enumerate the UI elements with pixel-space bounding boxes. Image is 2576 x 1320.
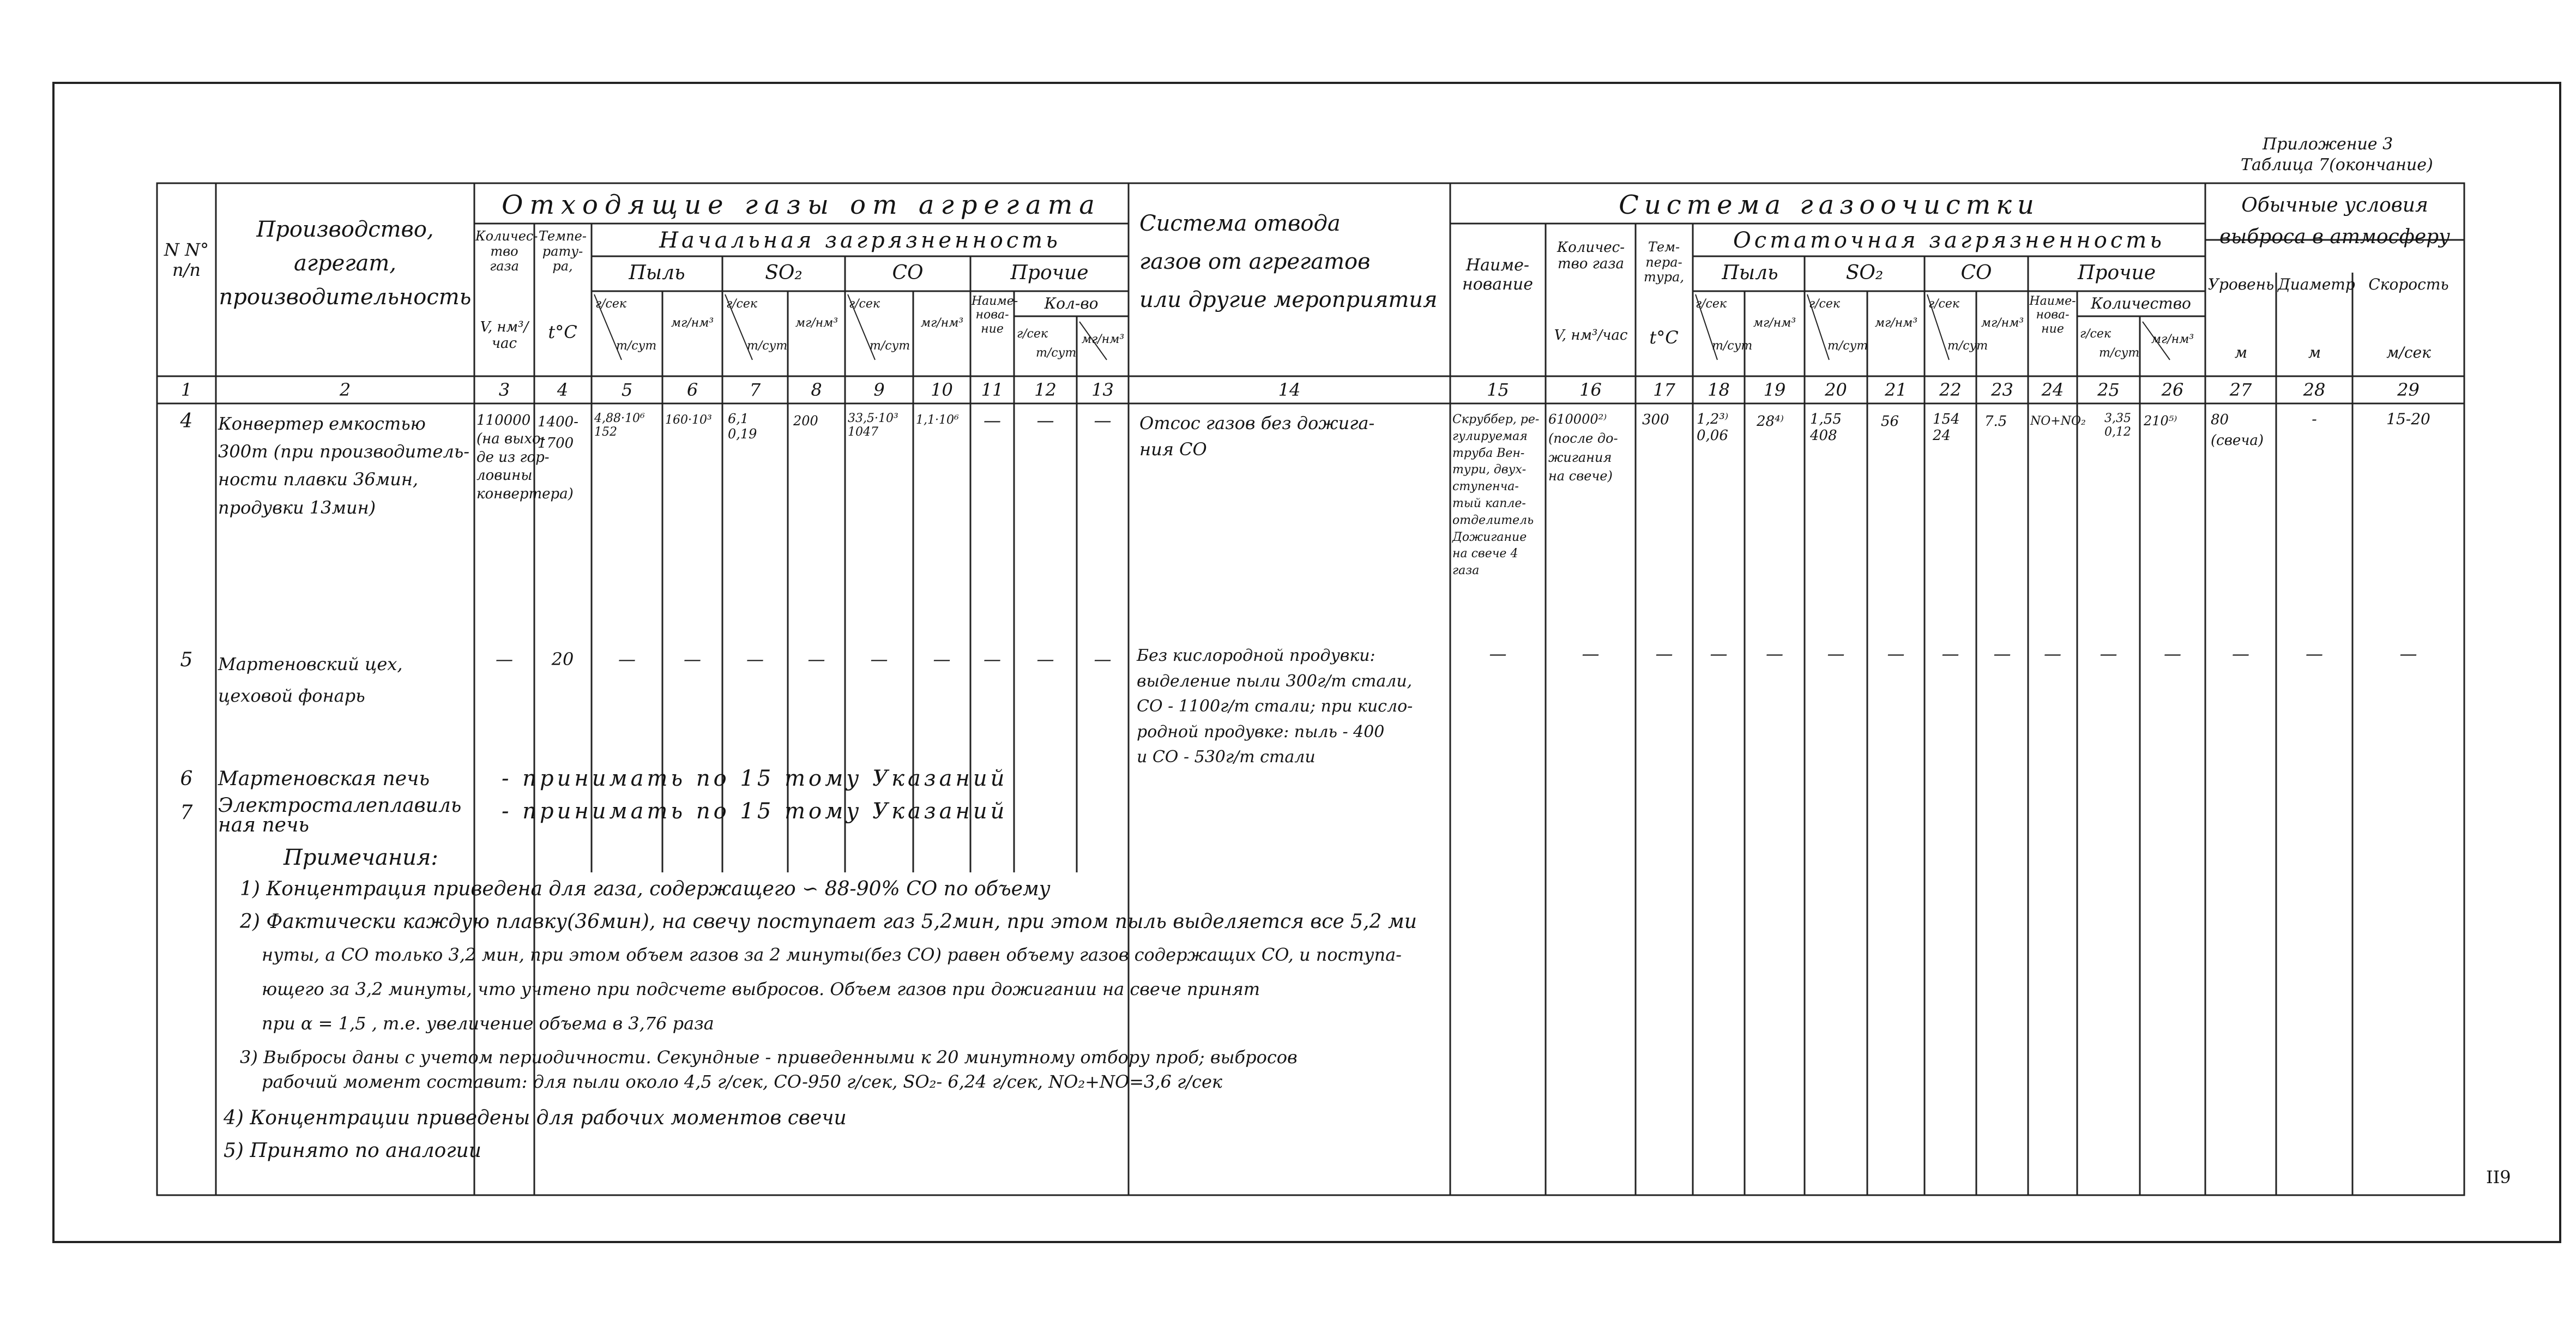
unit-g-sec: г/сек xyxy=(1928,297,1960,311)
col-number: 6 xyxy=(686,379,698,400)
unit-mg-nm3: мг/нм³ xyxy=(2151,333,2194,346)
col-number: 14 xyxy=(1278,379,1301,400)
note-1: 1) Концентрация приведена для газа, содержащего ∽ 88-90% CO по объему xyxy=(240,878,1051,900)
unit-g-sec: г/сек xyxy=(1809,297,1841,311)
header-npp: N N° п/п xyxy=(164,239,209,280)
unit-t-day: т/сут xyxy=(747,339,788,353)
note-5: 5) Принято по аналогии xyxy=(224,1140,481,1162)
row5-gas-qty: — xyxy=(496,649,513,670)
col-number: 28 xyxy=(2303,379,2326,400)
header-gas-qty-unit: V, нм³/час xyxy=(480,319,529,352)
row5-dash: — xyxy=(2399,643,2417,664)
unit-t-day: т/сут xyxy=(1947,339,1988,353)
col-number: 29 xyxy=(2397,379,2420,400)
header-removal-system: Система отвода газов от агрегатов или другие мероприятия xyxy=(1139,211,1438,312)
note-3-line1: 3) Выбросы даны с учетом периодичности. Секундные - приведенными к 20 минутному отбору проб; выбросов xyxy=(240,1047,1298,1068)
unit-mg-nm3: мг/нм³ xyxy=(671,316,714,330)
col-number: 4 xyxy=(557,379,569,400)
header-temp: Темпе- рату- ра, xyxy=(539,228,587,274)
col-number: 7 xyxy=(749,379,761,400)
row4-r-other-g: 3,35 0,12 xyxy=(2104,412,2131,439)
header-so2: SO₂ xyxy=(765,262,803,284)
notes-title: Примечания: xyxy=(283,845,438,870)
row5-dash: — xyxy=(2044,643,2061,664)
row4-co-g: 33,5·10³ 1047 xyxy=(848,412,898,439)
header-r-qty: Количество xyxy=(2091,294,2191,312)
header-residual-pollution: Остаточная загрязненность xyxy=(1733,228,2165,253)
unit-g-sec: г/сек xyxy=(595,297,627,311)
col-number: 11 xyxy=(981,379,1004,400)
row5-dash: — xyxy=(2232,643,2249,664)
header-production: Производство, агрегат, производительность xyxy=(219,217,472,310)
row5-dash: — xyxy=(2100,643,2117,664)
col-number: 18 xyxy=(1708,379,1730,400)
col-number: 15 xyxy=(1487,379,1509,400)
row4-r-co-mg: 7.5 xyxy=(1984,413,2007,430)
unit-mg-nm3: мг/нм³ xyxy=(1981,316,2024,330)
header-other-name: Наиме- нова- ние xyxy=(972,294,1018,336)
row4-diameter: - xyxy=(2312,410,2317,428)
header-other: Прочие xyxy=(1010,262,1089,284)
row4-r-dust-g: 1,2³⁾ 0,06 xyxy=(1697,411,1729,444)
col-number: 24 xyxy=(2041,379,2064,400)
col-number: 26 xyxy=(2161,379,2184,400)
unit-mg-nm3: мг/нм³ xyxy=(1753,316,1796,330)
row7-text: - принимать по 15 тому Указаний xyxy=(502,799,1008,824)
page-number: II9 xyxy=(2486,1167,2511,1188)
row4-removal: Отсос газов без дожига- ния CO xyxy=(1139,413,1375,460)
header-height: Уровень xyxy=(2207,275,2275,293)
unit-mg-nm3: мг/нм³ xyxy=(1081,333,1125,346)
row5-dash: — xyxy=(2164,643,2181,664)
row4-r-other-name: NO+NO₂ xyxy=(2030,414,2086,428)
header-gas-qty: Количес- тво газа xyxy=(475,228,538,274)
row5-dash: — xyxy=(1655,643,1673,664)
row4-height: 80 (свеча) xyxy=(2211,412,2264,449)
note-2-line4: при α = 1,5 , т.е. увеличение объема в 3,76 раза xyxy=(262,1013,714,1034)
unit-mg-nm3: мг/нм³ xyxy=(1874,316,1918,330)
unit-mg-nm3: мг/нм³ xyxy=(920,316,964,330)
row4-clean-temp: 300 xyxy=(1642,412,1669,428)
col-number: 5 xyxy=(621,379,633,400)
unit-g-sec: г/сек xyxy=(849,297,880,311)
row4-r-so2-mg: 56 xyxy=(1881,413,1899,430)
row6-text: - принимать по 15 тому Указаний xyxy=(502,766,1008,791)
header-initial-pollution: Начальная загрязненность xyxy=(659,228,1061,253)
header-co: CO xyxy=(892,262,924,284)
row5-dash: — xyxy=(1887,643,1905,664)
row5-dash: — xyxy=(1489,643,1507,664)
row6-number: 6 xyxy=(180,768,193,790)
header-diameter: Диаметр xyxy=(2278,275,2355,293)
unit-g-sec: г/сек xyxy=(726,297,758,311)
header-gas-qty2-unit: V, нм³/час xyxy=(1554,327,1628,343)
col-number: 20 xyxy=(1825,379,1847,400)
col-number: 8 xyxy=(811,379,822,400)
row4-other-name: — xyxy=(984,410,1001,431)
row4-so2-g: 6,1 0,19 xyxy=(728,411,757,442)
unit-g-sec: г/сек xyxy=(1017,327,1048,341)
row5-removal: Без кислородной продувки: выделение пыли 300г/т стали, CO - 1100г/т стали; при кисло- родной продувке: пыль - 400 и CO - 530г/т стали xyxy=(1137,646,1413,767)
col-number: 3 xyxy=(498,379,510,400)
row6-production: Мартеновская печь xyxy=(218,768,430,790)
row5-dash: — xyxy=(1993,643,2011,664)
header-r-co: CO xyxy=(1960,262,1992,284)
row5-dash: — xyxy=(1582,643,1600,664)
row4-so2-mg: 200 xyxy=(793,413,818,429)
unit-m: м xyxy=(2308,343,2321,361)
row7-number: 7 xyxy=(180,801,193,824)
header-temp-unit: t°C xyxy=(548,322,577,342)
header-r-other-name: Наиме- нова- ние xyxy=(2029,294,2076,336)
row4-velocity: 15-20 xyxy=(2386,410,2430,428)
unit-t-day: т/сут xyxy=(870,339,910,353)
unit-m-sec: м/сек xyxy=(2386,343,2431,361)
row5-dash: — xyxy=(1941,643,1959,664)
row4-other-mg: — xyxy=(1094,410,1112,431)
unit-t-day: т/сут xyxy=(616,339,657,353)
row5-dash: — xyxy=(1827,643,1845,664)
col-number: 25 xyxy=(2097,379,2120,400)
header-velocity: Скорость xyxy=(2368,275,2449,293)
row4-r-other-mg: 210⁵⁾ xyxy=(2144,413,2177,429)
note-3-line2: рабочий момент составит: для пыли около 4,5 г/сек, CO-950 г/сек, SO₂- 6,24 г/сек, NO₂+NO=3,6 г/сек xyxy=(262,1071,1222,1092)
col-number: 12 xyxy=(1034,379,1057,400)
unit-g-sec: г/сек xyxy=(2080,327,2112,341)
row5-dash: — xyxy=(618,649,636,670)
row4-number: 4 xyxy=(180,410,193,432)
table-continuation-label: Таблица 7(окончание) xyxy=(2241,155,2433,174)
row4-co-mg: 1,1·10⁶ xyxy=(916,413,959,427)
header-usual-conditions: Обычные условия выброса в атмосферу xyxy=(2219,194,2451,248)
row5-production: Мартеновский цех, цеховой фонарь xyxy=(218,654,403,706)
row5-number: 5 xyxy=(180,649,193,671)
row5-dash: — xyxy=(2306,643,2323,664)
unit-t-day: т/сут xyxy=(1712,339,1753,353)
header-r-dust: Пыль xyxy=(1722,262,1778,284)
col-number: 19 xyxy=(1763,379,1786,400)
col-number: 17 xyxy=(1653,379,1675,400)
row4-gas-qty: 110000 (на выхо- де из гор- ловины конвертера) xyxy=(476,412,574,503)
row4-r-so2-g: 1,55 408 xyxy=(1810,411,1842,444)
row4-dust-g: 4,88·10⁶ 152 xyxy=(594,412,645,439)
row5-dash: — xyxy=(1710,643,1728,664)
row5-dash: — xyxy=(1094,649,1112,670)
note-2-line3: ющего за 3,2 минуты, что учтено при подсчете выбросов. Объем газов при дожигании на свече принят xyxy=(262,979,1260,999)
header-r-so2: SO₂ xyxy=(1845,262,1884,284)
row4-r-dust-mg: 28⁴⁾ xyxy=(1757,413,1784,430)
unit-g-sec: г/сек xyxy=(1696,297,1727,311)
row5-dash: — xyxy=(1036,649,1054,670)
row4-production: Конвертер емкостью 300т (при производитель- ности плавки 36мин, продувки 13мин) xyxy=(218,413,470,518)
header-name: Наиме- нование xyxy=(1462,256,1533,294)
row5-dash: — xyxy=(984,649,1001,670)
unit-t-day: т/сут xyxy=(2099,346,2140,360)
header-outgoing-gases: Отходящие газы от агрегата xyxy=(502,190,1101,220)
header-other-qty: Кол-во xyxy=(1044,294,1099,312)
col-number: 22 xyxy=(1939,379,1962,400)
col-number: 9 xyxy=(873,379,885,400)
row7-production: Электросталеплавиль ная печь xyxy=(218,794,462,836)
col-number: 1 xyxy=(180,379,192,400)
row4-r-co-g: 154 24 xyxy=(1933,411,1960,444)
row4-clean-name: Скруббер, ре- гулируемая труба Вен- тури, двух- ступенча- тый капле- отделитель Дожигание на свече 4 газа xyxy=(1452,413,1540,578)
header-gas-qty2: Количес- тво газа xyxy=(1557,239,1625,272)
row5-temp: 20 xyxy=(551,649,574,670)
unit-mg-nm3: мг/нм³ xyxy=(795,316,838,330)
unit-t-day: т/сут xyxy=(1827,339,1868,353)
row5-dash: — xyxy=(746,649,764,670)
note-2-line2: нуты, а CO только 3,2 мин, при этом объем газов за 2 минуты(без CO) равен объему газов содержащих CO, и поступа- xyxy=(262,944,1402,965)
row5-dash: — xyxy=(807,649,825,670)
row4-temp: 1400- 1700 xyxy=(538,414,578,451)
row4-other-g: — xyxy=(1036,410,1054,431)
col-number: 21 xyxy=(1885,379,1907,400)
note-4: 4) Концентрации приведены для рабочих моментов свечи xyxy=(224,1107,847,1129)
unit-m: м xyxy=(2234,343,2248,361)
row5-dash: — xyxy=(933,649,951,670)
header-temp2: Тем- пера- тура, xyxy=(1644,239,1684,285)
col-number: 2 xyxy=(339,379,351,400)
col-number: 10 xyxy=(931,379,953,400)
row4-clean-qty: 610000²⁾ (после до- жигания на свече) xyxy=(1548,412,1618,484)
note-2-line1: 2) Фактически каждую плавку(36мин), на свечу поступает газ 5,2мин, при этом пыль выделяется все 5,2 ми xyxy=(240,911,1417,933)
header-r-other: Прочие xyxy=(2078,262,2156,284)
header-temp2-unit: t°C xyxy=(1649,327,1679,348)
row4-dust-mg: 160·10³ xyxy=(665,413,712,427)
col-number: 16 xyxy=(1579,379,1602,400)
col-number: 27 xyxy=(2229,379,2252,400)
header-cleaning-system: Система газоочистки xyxy=(1619,190,2040,220)
row5-dash: — xyxy=(1766,643,1783,664)
header-dust: Пыль xyxy=(629,262,685,284)
col-number: 23 xyxy=(1991,379,2013,400)
unit-t-day: т/сут xyxy=(1036,346,1077,360)
row5-dash: — xyxy=(684,649,701,670)
col-number: 13 xyxy=(1091,379,1114,400)
row5-dash: — xyxy=(870,649,888,670)
appendix-label: Приложение 3 xyxy=(2263,135,2393,154)
